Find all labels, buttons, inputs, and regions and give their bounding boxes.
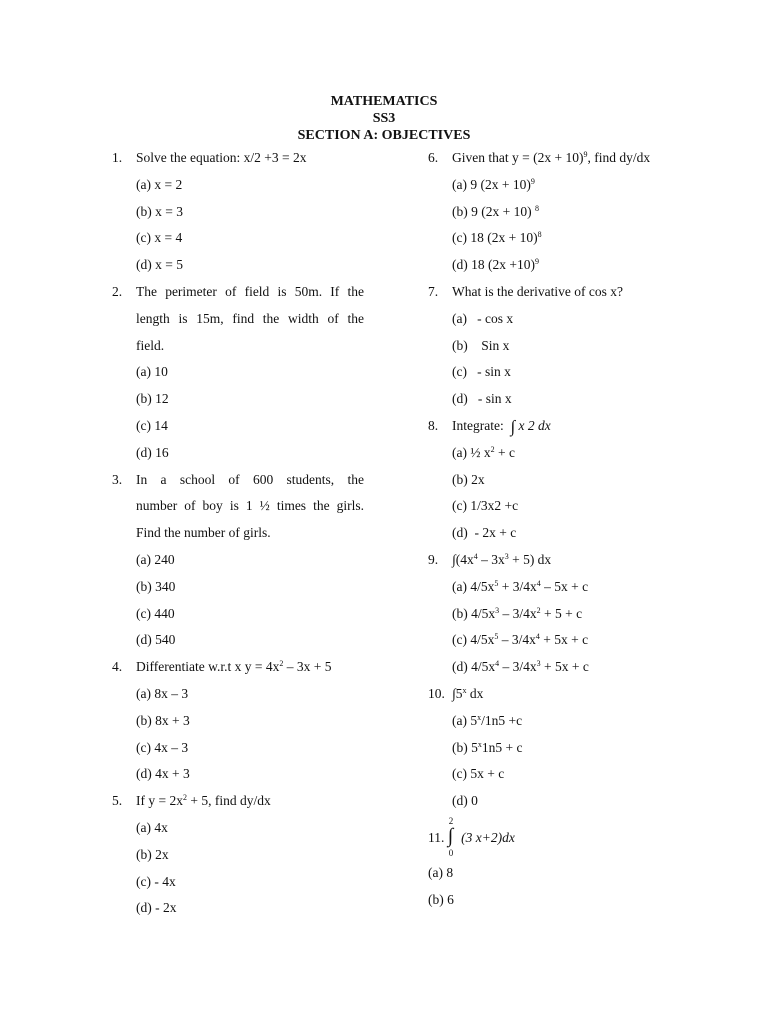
option-d: (d) 540 (136, 632, 176, 648)
option-a: (a) 8x – 3 (136, 685, 189, 701)
option-b: (b) 9 (2x + 10) $^8$ (452, 203, 539, 219)
option-d: (d) 16 (136, 444, 169, 460)
option-b: (b) 340 (136, 578, 176, 594)
option-d: (d) - sin x (452, 391, 512, 407)
option-a: (a) - cos x (452, 310, 514, 326)
question-number: 4. (112, 659, 123, 675)
option-b: (b) 6 (428, 891, 454, 907)
option-a: (a) ½ $x^2 + c$ (452, 444, 515, 460)
option-c: (c) 1/3x2 +c (452, 498, 519, 514)
question-number: 3. (112, 471, 123, 487)
option-a: (a) 10 (136, 364, 168, 380)
question-text (428, 815, 688, 860)
option-b: (b) 2x (136, 846, 169, 862)
question-number: 1. (112, 150, 123, 165)
question-7 (428, 279, 688, 413)
question-6 (428, 145, 688, 279)
option-b: (b) $4/5x^3 - 3/4x^2 + 5 + c$ (452, 605, 583, 621)
left-column (112, 145, 364, 922)
option-b: (b) 8x + 3 (136, 712, 190, 728)
option-c: (c) - sin x (452, 364, 511, 380)
option-d: (d) - 2x + c (452, 525, 517, 541)
option-c: (c) - 4x (136, 873, 176, 889)
option-d: (d) 4x + 3 (136, 766, 190, 782)
option-d: (d) 18 $(2x +10)^9$ (452, 257, 539, 273)
option-b: (b) $5^x1n5 + c$ (452, 739, 523, 755)
question-text-line: The perimeter of field is 50m. If the (136, 283, 364, 299)
question-text: Integrate: ∫ x 2 dx (452, 416, 551, 436)
option-b: (b) x = 3 (136, 203, 183, 219)
question-text-line: field. (136, 337, 165, 353)
integrand: x 2 dx (518, 417, 551, 433)
definite-integral-symbol (447, 815, 458, 859)
option-a: (a) 9 $(2x + 10)^9$ (452, 176, 535, 192)
subject-title: MATHEMATICS (330, 94, 438, 109)
question-number: 9. (428, 551, 439, 567)
integral-symbol: ∫ (510, 416, 516, 436)
section-title: SECTION A: OBJECTIVES (297, 128, 471, 143)
question-11 (428, 815, 688, 914)
question-number: 8. (428, 417, 439, 433)
question-8 (428, 413, 688, 547)
option-a: (a) $5^x/1n5 +c$ (452, 712, 523, 728)
upper-bound: 2 (448, 815, 454, 826)
option-b: (b) 2x (452, 471, 485, 487)
question-text: If $y = 2x^2 + 5$, find dy/dx (136, 793, 271, 809)
question-10 (428, 681, 688, 815)
question-text: What is the derivative of cos x? (452, 283, 623, 299)
integrand: (3 x+2)dx (461, 829, 515, 845)
question-text-line: length is 15m, find the width of the (136, 310, 364, 326)
question-number: 6. (428, 150, 439, 165)
option-c: (c) 4x – 3 (136, 739, 189, 755)
right-column (428, 145, 688, 914)
question-3 (112, 467, 364, 655)
option-a: (a) 240 (136, 551, 175, 567)
question-number: 5. (112, 793, 123, 809)
question-number: 7. (428, 283, 439, 299)
option-a: (a) 8 (428, 864, 454, 880)
question-2 (112, 279, 364, 467)
question-text-line: In a school of 600 students, the (136, 471, 364, 487)
question-number: 11. (428, 829, 445, 845)
question-text: ∫5$^x$ dx (452, 685, 484, 701)
option-c: (c) 440 (136, 605, 175, 621)
lower-bound: 0 (448, 847, 454, 858)
option-a: (a) $4/5x^5 + 3/4x^4 - 5x + c$ (452, 578, 589, 594)
option-d: (d) 0 (452, 793, 478, 809)
document-header (0, 93, 768, 144)
integral-icon: ∫ (447, 824, 454, 847)
question-1 (112, 145, 364, 279)
class-title: SS3 (372, 111, 396, 126)
option-c: (c) $4/5x^5 - 3/4x^4 + 5x + c$ (452, 632, 589, 648)
question-4 (112, 654, 364, 788)
question-5 (112, 788, 364, 922)
option-c: (c) 5x + c (452, 766, 505, 782)
question-number: 2. (112, 283, 123, 299)
question-text: $\int(4x^4 - 3x^3 + 5)$ dx (452, 551, 552, 567)
option-b: (b) Sin x (452, 337, 510, 353)
option-d: (d) $4/5x^4 - 3/4x^3 + 5x + c$ (452, 659, 589, 675)
question-text-line: number of boy is 1 ½ times the girls. (136, 498, 364, 514)
question-text: Solve the equation: x/2 +3 = 2x (136, 150, 307, 165)
question-text: Differentiate w.r.t x $y = 4x^2 - 3x + 5$ (136, 659, 332, 675)
option-d: (d) - 2x (136, 900, 177, 916)
question-text: Given that $y = (2x + 10)^9$, find dy/dx (452, 150, 651, 165)
option-d: (d) x = 5 (136, 257, 183, 273)
question-text-line: Find the number of girls. (136, 525, 271, 541)
option-c: (c) 14 (136, 417, 168, 433)
option-c: (c) x = 4 (136, 230, 183, 246)
option-a: (a) x = 2 (136, 176, 183, 192)
question-9 (428, 547, 688, 681)
option-a: (a) 4x (136, 819, 168, 835)
option-b: (b) 12 (136, 391, 169, 407)
question-number: 10. (428, 685, 445, 701)
option-c: (c) 18 $(2x + 10)^8$ (452, 230, 542, 246)
